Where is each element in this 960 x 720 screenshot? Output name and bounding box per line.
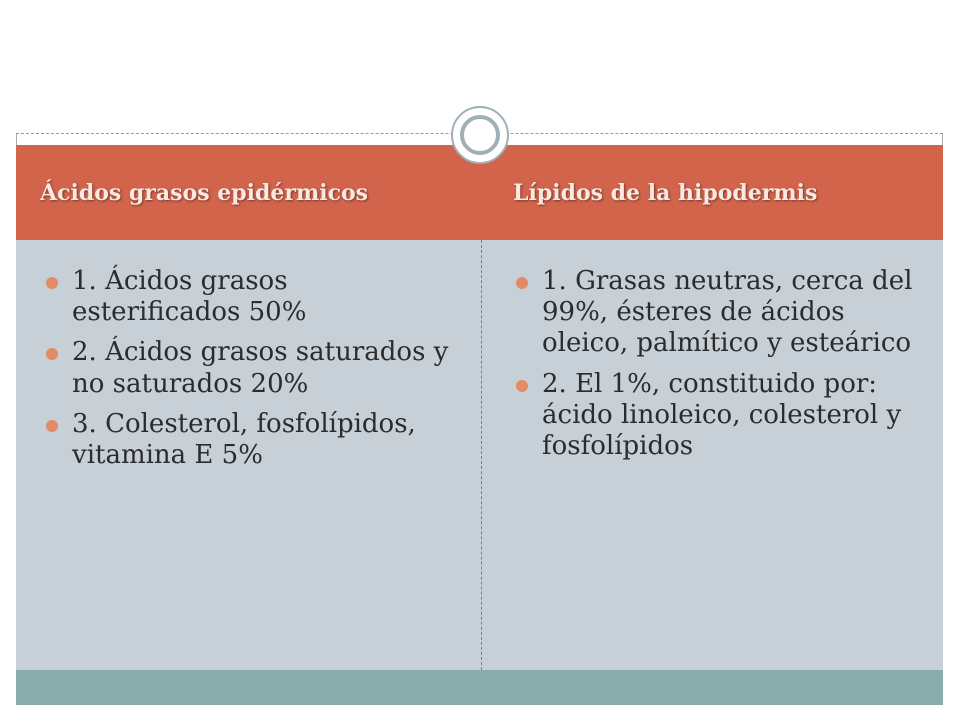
bullet-dot-icon: [516, 277, 528, 289]
footer-bar: [16, 670, 943, 705]
list-item: [46, 266, 456, 328]
list-item-text: 2. Ácidos grasos saturados y no saturados 20%: [72, 337, 449, 399]
circle-ring-icon: [451, 106, 509, 164]
epidermal-fatty-acids-list: [46, 266, 456, 480]
list-item-text: 2. El 1%, constituido por: ácido linoleico, colesterol y fosfolípidos: [542, 368, 902, 461]
column-divider: [481, 240, 482, 670]
bullet-dot-icon: [46, 277, 58, 289]
list-item-text: 1. Grasas neutras, cerca del 99%, ésteres de ácidos oleico, palmítico y esteárico: [542, 266, 913, 359]
header-epidermal-fatty-acids: Ácidos grasos epidérmicos: [40, 179, 369, 206]
header-hypodermis-lipids: Lípidos de la hipodermis: [513, 179, 818, 206]
table-body-row: [16, 240, 943, 670]
inner-ring: [460, 115, 500, 155]
bullet-dot-icon: [46, 348, 58, 360]
list-item: [516, 266, 926, 360]
list-item-text: 1. Ácidos grasos esterificados 50%: [72, 266, 307, 328]
bullet-dot-icon: [516, 380, 528, 392]
list-item: [46, 409, 456, 471]
bullet-dot-icon: [46, 420, 58, 432]
list-item-text: 3. Colesterol, fosfolípidos, vitamina E 5%: [72, 408, 416, 470]
hypodermis-lipids-list: [516, 266, 926, 471]
list-item: [46, 337, 456, 399]
list-item: [516, 369, 926, 463]
